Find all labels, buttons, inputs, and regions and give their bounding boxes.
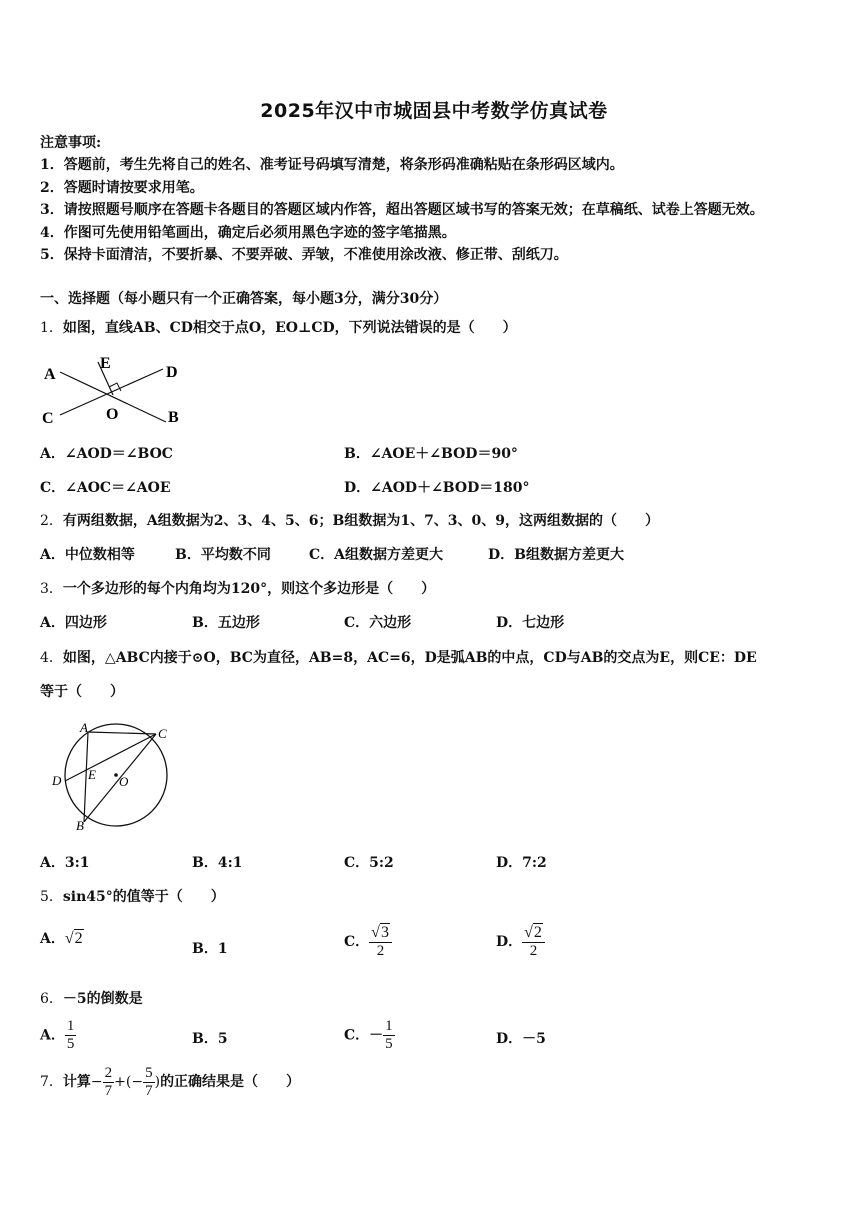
question-number: 5． xyxy=(40,889,63,905)
option-a[interactable]: A．∠AOD＝∠BOC xyxy=(40,446,173,462)
question-3 xyxy=(40,580,435,598)
q4-figure xyxy=(44,718,176,833)
option-d[interactable]: D．B组数据方差更大 xyxy=(488,547,624,563)
option-letter: A． xyxy=(40,1027,65,1044)
section-heading: 一、选择题（每小题只有一个正确答案，每小题3分，满分30分） xyxy=(40,291,448,307)
question-1 xyxy=(40,319,517,337)
question-5 xyxy=(40,888,225,906)
label-d: D xyxy=(166,364,178,381)
option-b[interactable]: B．五边形 xyxy=(192,615,260,631)
label-e: E xyxy=(100,355,111,372)
page-title: 2025年汉中市城固县中考数学仿真试卷 xyxy=(260,100,608,122)
label-e: E xyxy=(88,767,96,782)
denominator: 7 xyxy=(104,1082,113,1099)
fraction xyxy=(103,1065,115,1100)
option-value: 5 xyxy=(217,1031,228,1047)
q1-figure xyxy=(40,350,190,430)
option-a[interactable]: A．3:1 xyxy=(40,855,90,871)
option-d[interactable] xyxy=(496,924,545,960)
notice-heading: 注意事项: xyxy=(40,135,102,151)
question-text: 有两组数据，A组数据为2、3、4、5、6；B组数据为1、7、3、0、9，这两组数据的（ ） xyxy=(62,513,660,529)
fraction xyxy=(143,1065,155,1100)
denominator: 5 xyxy=(66,1036,75,1052)
option-d[interactable]: D．∠AOD＋∠BOD＝180° xyxy=(344,480,530,496)
question-text: －5的倒数是 xyxy=(62,991,143,1007)
notice-item: 4．作图可先使用铅笔画出，确定后必须用黑色字迹的签字笔描黑。 xyxy=(40,225,456,241)
question-number: 7． xyxy=(40,1074,63,1090)
label-d: D xyxy=(52,773,62,788)
option-d[interactable] xyxy=(496,1030,546,1048)
option-letter: D． xyxy=(496,934,523,950)
label-c: C xyxy=(158,726,167,741)
option-a[interactable] xyxy=(40,1018,76,1053)
option-c[interactable]: C．5:2 xyxy=(344,855,394,871)
question-number: 2． xyxy=(40,513,63,529)
radicand: 3 xyxy=(380,924,389,941)
label-o: O xyxy=(119,774,129,789)
option-b[interactable] xyxy=(192,1030,228,1048)
question-number: 3． xyxy=(40,581,63,597)
option-c[interactable]: C．A组数据方差更大 xyxy=(309,547,444,563)
option-letter: A． xyxy=(40,931,65,947)
option-c[interactable]: C．六边形 xyxy=(344,615,412,631)
option-letter: B． xyxy=(192,1031,218,1047)
option-b[interactable]: B．∠AOE＋∠BOD＝90° xyxy=(344,446,518,462)
label-o: O xyxy=(106,406,119,423)
label-a: A xyxy=(80,720,88,735)
option-a[interactable]: A．中位数相等 xyxy=(40,547,135,563)
question-2 xyxy=(40,512,659,530)
question-text: sin45°的值等于（ ） xyxy=(62,889,225,905)
minus-sign: － xyxy=(369,1027,384,1044)
option-b[interactable] xyxy=(192,940,228,958)
fraction xyxy=(65,1018,77,1053)
label-a: A xyxy=(44,366,56,383)
operator: +(− xyxy=(114,1074,144,1090)
fraction xyxy=(383,1018,395,1053)
label-c: C xyxy=(42,410,54,427)
option-a[interactable]: A．四边形 xyxy=(40,615,107,631)
numerator: 5 xyxy=(145,1064,153,1081)
question-6 xyxy=(40,990,143,1008)
option-d[interactable]: D．7:2 xyxy=(496,855,547,871)
question-7 xyxy=(40,1062,300,1102)
option-a[interactable] xyxy=(40,930,84,948)
fraction: $\frac{√2}{2}$ xyxy=(522,924,545,960)
label-b: B xyxy=(168,409,179,426)
label-b: B xyxy=(76,818,84,833)
notice-item: 2．答题时请按要求用笔。 xyxy=(40,180,204,196)
question-text-pre: 计算 xyxy=(62,1074,91,1090)
question-number: 4． xyxy=(40,650,63,666)
option-c[interactable] xyxy=(344,1018,395,1053)
notice-item: 1．答题前，考生先将自己的姓名、准考证号码填写清楚，将条形码准确粘贴在条形码区域内。 xyxy=(40,157,624,173)
question-text: 如图，△ABC内接于⊙O，BC为直径，AB=8，AC=6，D是弧AB的中点，CD与AB的交点为E，则CE：DE xyxy=(62,650,757,666)
question-number: 6． xyxy=(40,991,63,1007)
option-letter: C． xyxy=(344,934,370,950)
option-b[interactable]: B．4:1 xyxy=(192,855,243,871)
numerator: 1 xyxy=(66,1018,75,1034)
option-c[interactable]: C．∠AOC＝∠AOE xyxy=(40,480,171,496)
denominator: 2 xyxy=(529,943,538,959)
numerator: 2 xyxy=(104,1064,113,1081)
option-value: －5 xyxy=(522,1031,546,1047)
close-paren: ) xyxy=(154,1074,161,1090)
numerator: 1 xyxy=(385,1018,393,1034)
option-c[interactable] xyxy=(344,924,392,960)
denominator: 5 xyxy=(385,1036,393,1052)
option-letter: D． xyxy=(496,1031,523,1047)
question-text: 如图，直线AB、CD相交于点O，EO⊥CD，下列说法错误的是（ ） xyxy=(62,320,517,336)
question-text: 一个多边形的每个内角均为120°，则这个多边形是（ ） xyxy=(62,581,436,597)
sqrt-expression: √2 xyxy=(64,930,83,947)
minus-sign: − xyxy=(90,1074,103,1090)
notice-item: 5．保持卡面清洁，不要折暴、不要弄破、弄皱，不准使用涂改液、修正带、刮纸刀。 xyxy=(40,247,568,263)
option-letter: B． xyxy=(192,941,218,957)
question-4-continued: 等于（ ） xyxy=(40,684,124,700)
center-point xyxy=(114,773,118,777)
option-value: 1 xyxy=(217,941,228,957)
question-4 xyxy=(40,649,757,667)
denominator: 7 xyxy=(145,1082,153,1099)
radicand: 2 xyxy=(74,930,83,947)
fraction: $\frac{√3}{2}$ xyxy=(369,924,392,960)
option-letter: C． xyxy=(344,1027,370,1044)
radicand: 2 xyxy=(533,924,542,941)
question-text-post: 的正确结果是（ ） xyxy=(160,1074,301,1090)
option-d[interactable]: D．七边形 xyxy=(496,615,565,631)
question-number: 1． xyxy=(40,320,63,336)
notice-item: 3．请按照题号顺序在答题卡各题目的答题区域内作答，超出答题区域书写的答案无效；在草稿纸、试卷上答题无效。 xyxy=(40,202,764,218)
option-b[interactable]: B．平均数不同 xyxy=(175,547,271,563)
denominator: 2 xyxy=(376,943,385,959)
